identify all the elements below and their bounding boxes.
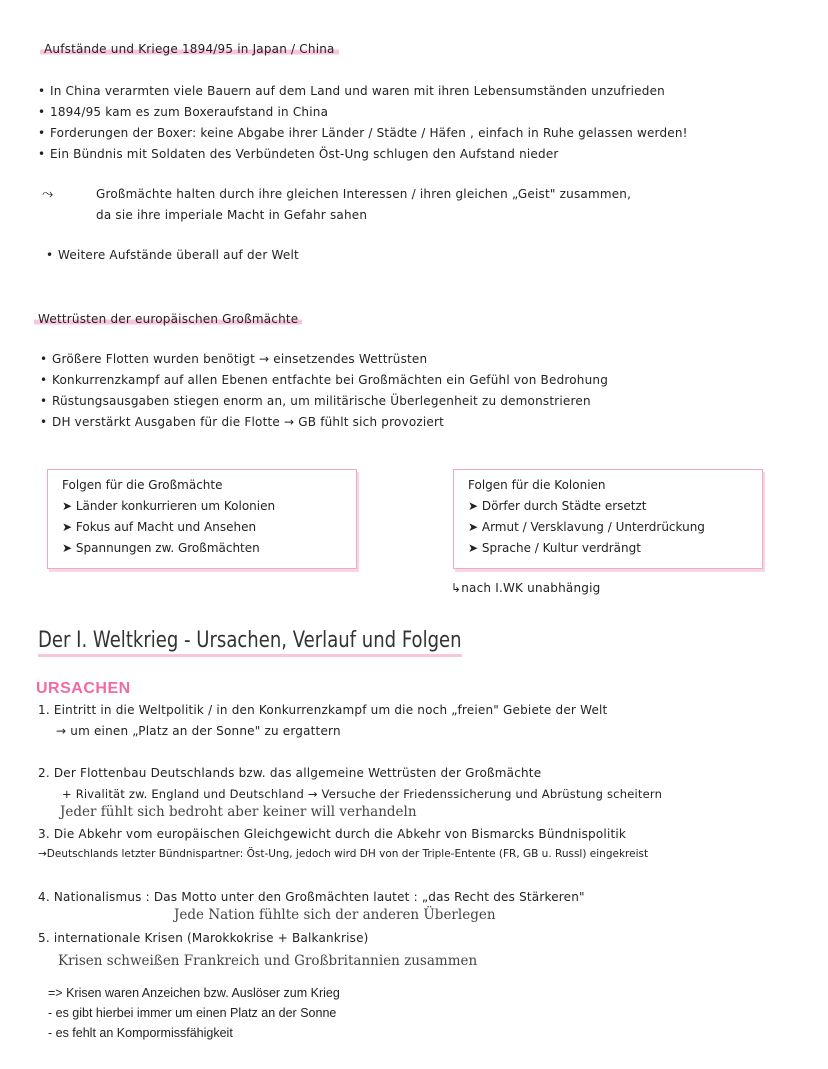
box-item: ➤ Spannungen zw. Großmächten [62, 538, 356, 559]
summary-line: - es gibt hierbei immer um einen Platz an der Sonne [48, 1006, 337, 1020]
box-title: Folgen für die Großmächte [62, 478, 223, 492]
box-item: ➤ Fokus auf Macht und Ansehen [62, 517, 356, 538]
cause-note: Jeder fühlt sich bedroht aber keiner will verhandeln [60, 804, 417, 820]
cause-note: Krisen schweißen Frankreich und Großbritannien zusammen [58, 953, 478, 969]
list-item: • Weitere Aufstände überall auf der Welt [58, 248, 299, 262]
arrow-line: da sie ihre imperiale Macht in Gefahr sahen [96, 208, 368, 222]
list-item: • 1894/95 kam es zum Boxeraufstand in China [50, 105, 328, 119]
box-consequences-powers [47, 469, 357, 569]
list-item: • Rüstungsausgaben stiegen enorm an, um militärische Überlegenheit zu demonstrieren [52, 394, 591, 408]
box-consequences-colonies [453, 469, 763, 569]
list-item: • In China verarmten viele Bauern auf dem Land und waren mit ihren Lebensumständen unzufrieden [50, 84, 665, 98]
box-item: ➤ Länder konkurrieren um Kolonien [62, 496, 356, 517]
curved-arrow-icon: ⤳ [42, 186, 54, 202]
list-item: • Größere Flotten wurden benötigt → einsetzendes Wettrüsten [52, 352, 427, 366]
page-title: Der I. Weltkrieg - Ursachen, Verlauf und Folgen [38, 628, 462, 657]
list-item: • Ein Bündnis mit Soldaten des Verbündeten Öst-Ung schlugen den Aufstand nieder [50, 147, 559, 161]
box-note: ↳nach I.WK unabhängig [451, 581, 601, 595]
arrow-line: Großmächte halten durch ihre gleichen Interessen / ihren gleichen „Geist" zusammen, [96, 187, 632, 201]
box-title: Folgen für die Kolonien [468, 478, 606, 492]
box-item: ➤ Dörfer durch Städte ersetzt [468, 496, 762, 517]
cause-line: 1. Eintritt in die Weltpolitik / in den Konkurrenzkampf um die noch „freien" Gebiete der Welt [38, 703, 608, 717]
box-item: ➤ Armut / Versklavung / Unterdrückung [468, 517, 762, 538]
summary-line: => Krisen waren Anzeichen bzw. Auslöser zum Krieg [48, 986, 340, 1000]
section-title-uprisings: Aufstände und Kriege 1894/95 in Japan / China [40, 42, 339, 56]
box-item: ➤ Sprache / Kultur verdrängt [468, 538, 762, 559]
cause-line: 5. internationale Krisen (Marokkokrise + Balkankrise) [38, 931, 369, 945]
cause-line: 4. Nationalismus : Das Motto unter den Großmächten lautet : „das Recht des Stärkeren" [38, 890, 585, 904]
list-item: • Konkurrenzkampf auf allen Ebenen entfachte bei Großmächten ein Gefühl von Bedrohung [52, 373, 608, 387]
cause-line: → um einen „Platz an der Sonne" zu ergattern [56, 724, 341, 738]
cause-line: + Rivalität zw. England und Deutschland → Versuche der Friedenssicherung und Abrüstung scheitern [62, 787, 663, 801]
cause-line: 3. Die Abkehr vom europäischen Gleichgewicht durch die Abkehr von Bismarcks Bündnispolitik [38, 827, 627, 841]
list-item: • DH verstärkt Ausgaben für die Flotte → GB fühlt sich provoziert [52, 415, 444, 429]
cause-note: Jede Nation fühlte sich der anderen Überlegen [174, 907, 496, 923]
section-title-arms-race: Wettrüsten der europäischen Großmächte [34, 312, 302, 326]
summary-line: - es fehlt an Kompormissfähigkeit [48, 1026, 233, 1040]
cause-line: →Deutschlands letzter Bündnispartner: Öst-Ung, jedoch wird DH von der Triple-Entente (FR, GB u. Russl) eingekreist [38, 848, 649, 860]
subheading-causes: URSACHEN [36, 680, 131, 697]
cause-line: 2. Der Flottenbau Deutschlands bzw. das allgemeine Wettrüsten der Großmächte [38, 766, 542, 780]
list-item: • Forderungen der Boxer: keine Abgabe ihrer Länder / Städte / Häfen , einfach in Ruhe gelassen werden! [50, 126, 688, 140]
